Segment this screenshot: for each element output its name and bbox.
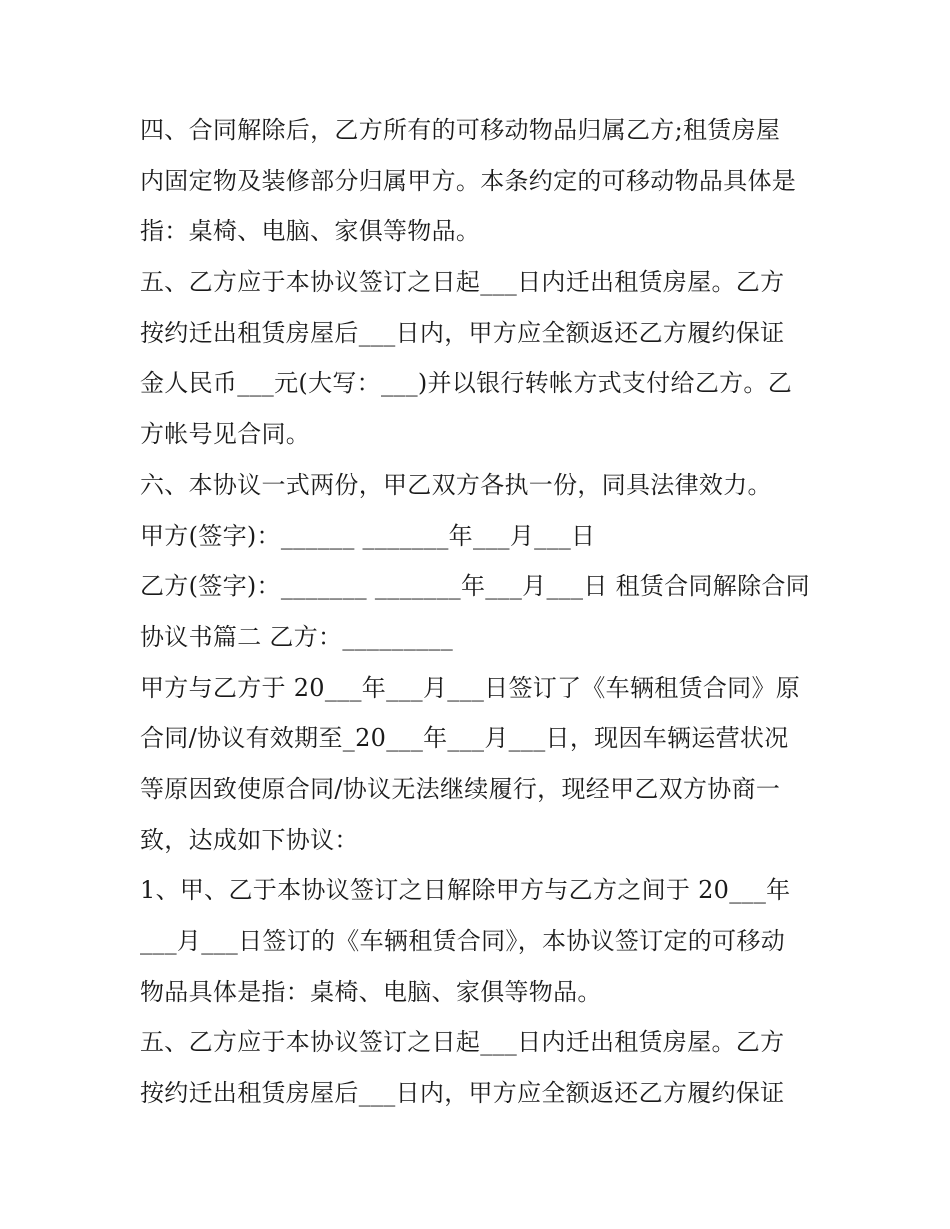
- document-body: [140, 105, 820, 1119]
- text-line: 等原因致使原合同/协议无法继续履行，现经甲乙双方协商一: [140, 774, 781, 803]
- signature-line-party-b: 乙方(签字)：_______ _______年___月___日 租赁合同解除合同: [140, 572, 810, 601]
- text-line: ___月___日签订的《车辆租赁合同》，本协议签订定的可移动: [140, 927, 785, 955]
- section-heading: 协议书篇二 乙方：_________: [140, 622, 454, 651]
- text-line: 五、乙方应于本协议签订之日起___日内迁出租赁房屋。乙方: [140, 1028, 785, 1057]
- text-line: 按约迁出租赁房屋后___日内，甲方应全额返还乙方履约保证: [140, 318, 785, 347]
- text-line: 1、甲、乙于本协议签订之日解除甲方与乙方之间于 20___年: [140, 876, 791, 905]
- text-line: 金人民币___元(大写：___)并以银行转帐方式支付给乙方。乙: [140, 369, 793, 398]
- text-line: 物品具体是指：桌椅、电脑、家俱等物品。: [140, 977, 602, 1006]
- text-line: 五、乙方应于本协议签订之日起___日内迁出租赁房屋。乙方: [140, 268, 785, 297]
- text-line: 六、本协议一式两份，甲乙双方各执一份，同具法律效力。: [140, 470, 772, 499]
- text-line: 内固定物及装修部分归属甲方。本条约定的可移动物品具体是: [140, 166, 797, 195]
- text-line: 合同/协议有效期至_20___年___月___日，现因车辆运营状况: [140, 724, 789, 753]
- text-line: 按约迁出租赁房屋后___日内，甲方应全额返还乙方履约保证: [140, 1079, 785, 1108]
- text-line: 四、合同解除后，乙方所有的可移动物品归属乙方;租赁房屋: [140, 116, 781, 144]
- text-line: 致，达成如下协议：: [140, 825, 359, 854]
- text-line: 指：桌椅、电脑、家俱等物品。: [140, 217, 481, 246]
- signature-line-party-a: 甲方(签字)：______ _______年___月___日: [140, 521, 596, 550]
- text-line: 方帐号见合同。: [140, 420, 311, 449]
- text-line: 甲方与乙方于 20___年___月___日签订了《车辆租赁合同》原: [140, 673, 801, 702]
